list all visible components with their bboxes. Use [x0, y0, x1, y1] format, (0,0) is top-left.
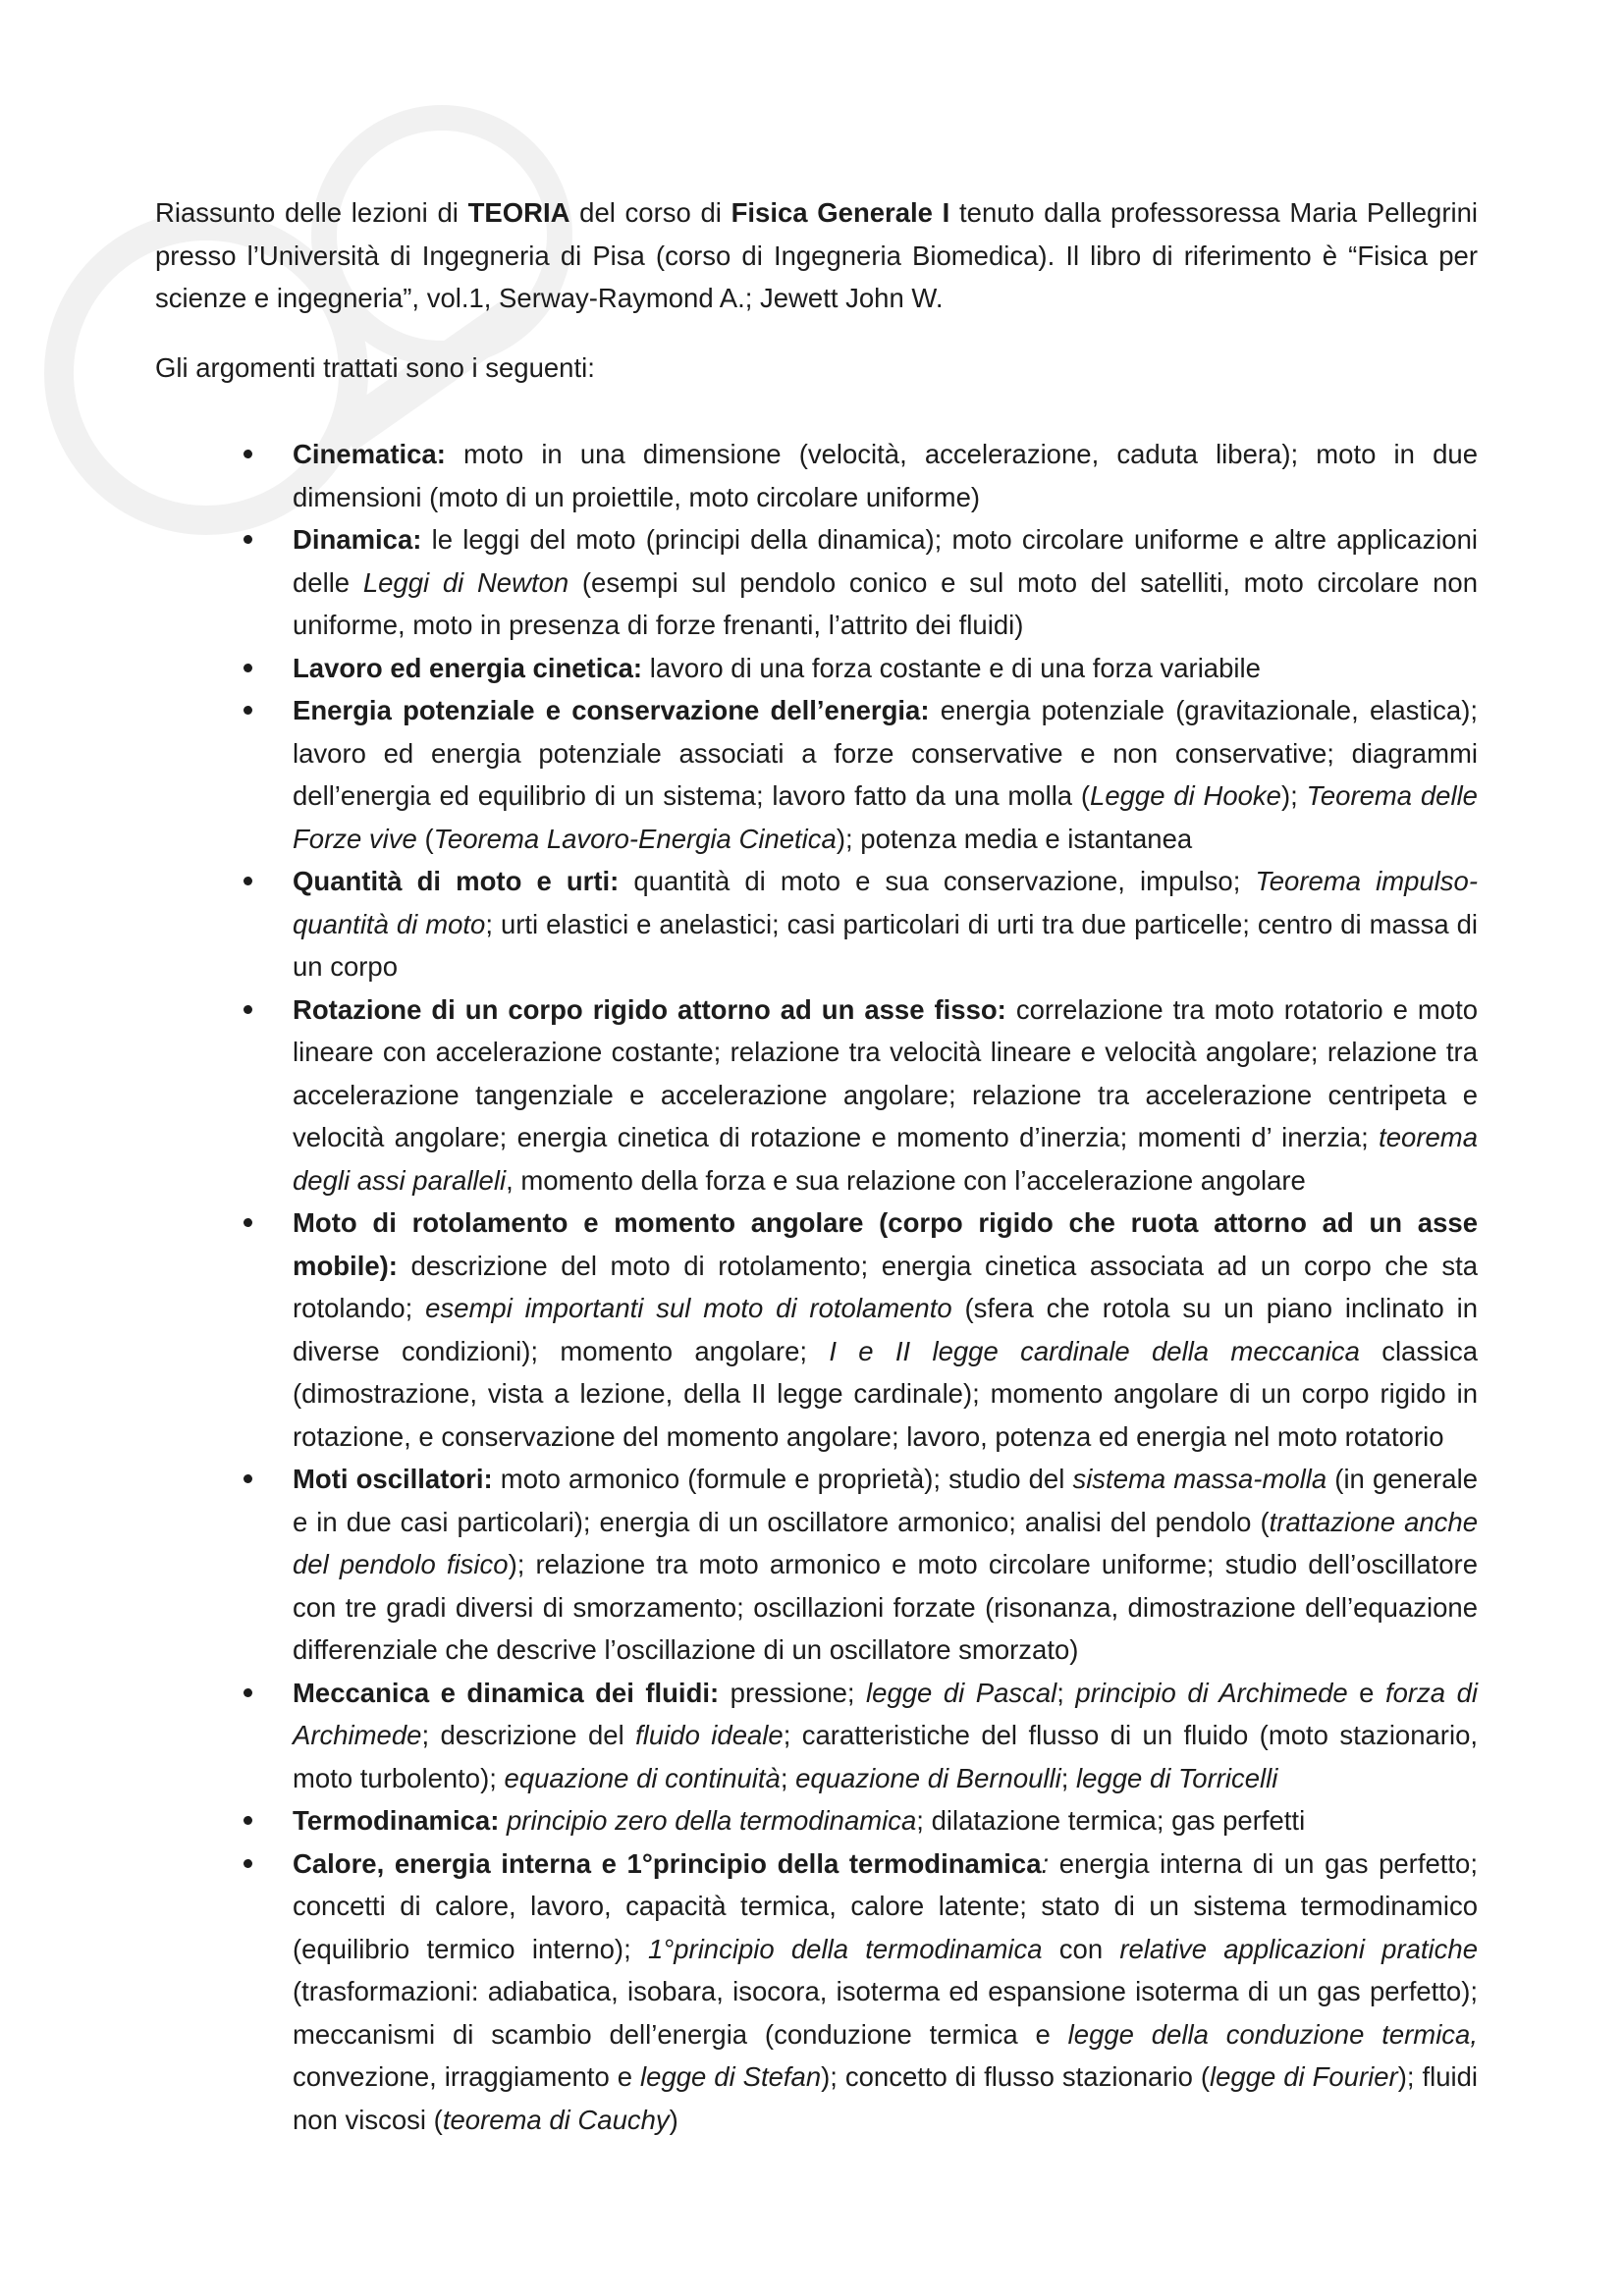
intro-text: Riassunto delle lezioni di	[155, 197, 468, 228]
topic-italic: relative applicazioni pratiche	[1119, 1933, 1479, 1964]
topic-italic: equazione di Bernoulli	[795, 1762, 1061, 1793]
topic-title: Quantità di moto e urti:	[293, 866, 620, 896]
topic-italic: fluido ideale	[635, 1720, 784, 1750]
topic-title: Energia potenziale e conservazione dell’energia:	[293, 695, 930, 725]
topic-text: convezione, irraggiamento e	[293, 2061, 641, 2092]
topic-italic: forza di Archimede	[293, 1677, 1478, 1750]
topic-italic: legge di Stefan	[640, 2061, 822, 2092]
topic-item-rotolamento	[155, 1201, 1478, 1458]
topic-italic: :	[1041, 1847, 1050, 1879]
topic-text: moto in una dimensione (velocità, accelerazione, caduta libera); moto in due dimensioni (moto di un proiettile, moto circolare uniforme)	[293, 439, 1478, 512]
topic-text: (	[416, 823, 434, 854]
intro-text: del corso di	[569, 197, 731, 228]
topic-italic: principio di Archimede	[1075, 1677, 1348, 1708]
topic-title: Cinematica:	[293, 439, 446, 469]
topic-text: pressione;	[719, 1677, 867, 1708]
topic-title: Dinamica:	[293, 524, 422, 555]
topic-italic: teorema di Cauchy	[442, 2104, 670, 2135]
topic-text: (in generale e in due casi particolari); energia di un oscillatore armonico; analisi del pendolo (	[293, 1464, 1478, 1537]
topic-italic: Teorema Lavoro-Energia Cinetica	[433, 823, 837, 854]
intro-bold-course: Fisica Generale I	[731, 197, 950, 228]
topic-italic: equazione di continuità	[504, 1762, 781, 1793]
topic-text: energia potenziale (gravitazionale, elastica); lavoro ed energia potenziale associati a forze conservative e non conservative; diagrammi dell’energia ed equilibrio di un sistema; lavoro fatto da una molla (	[293, 695, 1478, 811]
topic-text: moto armonico (formule e proprietà); studio del	[492, 1464, 1073, 1494]
topic-item-energia-potenziale	[155, 689, 1478, 860]
bullet-icon	[244, 877, 252, 885]
document-page	[155, 191, 1478, 2141]
topic-text: energia interna di un gas perfetto; concetti di calore, lavoro, capacità termica, calore latente; stato di un sistema termodinamico (equilibrio termico interno);	[293, 1847, 1478, 1964]
topic-item-fluidi	[155, 1672, 1478, 1800]
topic-text: ; urti elastici e anelastici; casi particolari di urti tra due particelle; centro di massa di un corpo	[293, 908, 1478, 982]
topic-text: ; dilatazione termica; gas perfetti	[916, 1805, 1306, 1836]
topic-title: Lavoro ed energia cinetica:	[293, 652, 643, 683]
topic-italic: sistema massa-molla	[1072, 1464, 1327, 1494]
topic-italic: Teorema impulso-quantità di moto	[293, 866, 1478, 939]
topic-italic: Legge di Hooke	[1090, 780, 1281, 811]
topic-text: ; caratteristiche del flusso di un fluido (moto stazionario, moto turbolento);	[293, 1720, 1479, 1793]
topic-item-rotazione	[155, 988, 1478, 1202]
topic-title: Moto di rotolamento e momento angolare (corpo rigido che ruota attorno ad un asse mobile):	[293, 1207, 1478, 1281]
topic-item-termodinamica	[155, 1799, 1478, 1842]
topic-italic: legge di Torricelli	[1076, 1762, 1278, 1793]
topic-text: );	[1280, 780, 1307, 811]
bullet-icon	[244, 664, 252, 672]
topic-text: (trasformazioni: adiabatica, isobara, isocora, isoterma ed espansione isoterma di un gas perfetto); meccanismi di scambio dell’energia (conduzione termica e	[293, 1976, 1478, 2050]
topic-item-dinamica	[155, 518, 1478, 647]
bullet-icon	[244, 1218, 252, 1227]
topic-text: lavoro di una forza costante e di una forza variabile	[642, 652, 1261, 683]
topic-text: , momento della forza e sua relazione con l’accelerazione angolare	[506, 1164, 1306, 1196]
topic-italic: legge della conduzione termica,	[1067, 2018, 1478, 2050]
bullet-icon	[244, 1816, 252, 1825]
topic-text: ;	[1060, 1762, 1077, 1793]
bullet-icon	[244, 1859, 252, 1868]
bullet-icon	[244, 706, 252, 715]
topic-title: Rotazione di un corpo rigido attorno ad un asse fisso:	[293, 993, 1006, 1025]
topic-item-moti-oscillatori	[155, 1458, 1478, 1672]
topic-text	[499, 1805, 507, 1836]
topic-italic: Leggi di Newton	[362, 566, 569, 598]
topic-title: Meccanica e dinamica dei fluidi:	[293, 1677, 720, 1708]
topics-lead: Gli argomenti trattati sono i seguenti:	[155, 351, 595, 383]
topic-text: e	[1347, 1677, 1385, 1708]
topic-text: correlazione tra moto rotatorio e moto lineare con accelerazione costante; relazione tra velocità lineare e velocità angolare; relazione tra accelerazione tangenziale e accelerazione angolare; relazione tra accelerazione centripeta e velocità angolare; energia cinetica di rotazione e momento d’inerzia; momenti d’ inerzia;	[293, 993, 1479, 1152]
topic-text: (esempi sul pendolo conico e sul moto del satelliti, moto circolare non uniforme, moto in presenza di forze frenanti, l’attrito dei fluidi)	[293, 566, 1478, 640]
topic-text: ); potenza media e istantanea	[836, 823, 1193, 854]
topic-title: Moti oscillatori:	[293, 1464, 493, 1494]
topic-text: ); relazione tra moto armonico e moto circolare uniforme; studio dell’oscillatore con tre gradi diversi di smorzamento; oscillazioni forzate (risonanza, dimostrazione dell’equazione differenziale che descrive l’oscillazione di un oscillatore smorzato)	[293, 1549, 1478, 1665]
topic-text: )	[669, 2104, 678, 2135]
topic-title: Calore, energia interna e 1°principio della termodinamica	[293, 1847, 1042, 1879]
topic-italic: principio zero della termodinamica	[507, 1805, 917, 1836]
topic-italic: 1°principio della termodinamica	[647, 1933, 1043, 1964]
topic-italic: trattazione anche del pendolo fisico	[293, 1506, 1478, 1579]
topic-text: quantità di moto e sua conservazione, impulso;	[619, 866, 1256, 896]
intro-bold-teoria: TEORIA	[467, 197, 570, 228]
topic-text: descrizione del moto di rotolamento; energia cinetica associata ad un corpo che sta rotolando;	[293, 1250, 1478, 1323]
intro-text: tenuto dalla professoressa Maria Pellegrini presso l’Università di Ingegneria di Pisa (corso di Ingegneria Biomedica). Il libro di riferimento è “Fisica per scienze e ingegneria”, vol.1, Serway-Raymond A.; Jewett John W.	[155, 197, 1478, 313]
topic-item-lavoro	[155, 647, 1478, 690]
topic-item-quantita-moto	[155, 860, 1478, 988]
bullet-icon	[244, 1474, 252, 1483]
topic-italic: teorema degli assi paralleli	[293, 1122, 1478, 1196]
topic-text: ; descrizione del	[421, 1720, 636, 1750]
topic-italic: legge di Pascal	[866, 1677, 1057, 1708]
topic-title: Termodinamica:	[293, 1805, 500, 1836]
topic-text: le leggi del moto (principi della dinamica); moto circolare uniforme e altre applicazioni delle	[293, 524, 1478, 598]
topic-text: classica (dimostrazione, vista a lezione, della II legge cardinale); momento angolare di un corpo rigido in rotazione, e conservazione del momento angolare; lavoro, potenza ed energia nel moto rotatorio	[293, 1335, 1478, 1452]
bullet-icon	[244, 1005, 252, 1014]
topic-item-cinematica	[155, 433, 1478, 518]
bullet-icon	[244, 450, 252, 458]
topic-italic: esempi importanti sul moto di rotolamento	[425, 1293, 952, 1323]
topic-text: con	[1042, 1933, 1120, 1964]
bullet-icon	[244, 535, 252, 544]
topic-text: ;	[780, 1762, 796, 1793]
topic-italic: legge di Fourier	[1210, 2061, 1398, 2092]
topic-text: ); concetto di flusso stazionario (	[821, 2061, 1211, 2092]
topic-text: (sfera che rotola su un piano inclinato in diverse condizioni); momento angolare;	[293, 1293, 1478, 1366]
topic-text: ;	[1056, 1677, 1076, 1708]
topic-italic: Teorema delle Forze vive	[293, 780, 1478, 854]
topic-text: ); fluidi non viscosi (	[293, 2061, 1479, 2135]
topic-item-calore	[155, 1842, 1478, 2142]
intro-paragraph	[155, 191, 1478, 320]
topics-list	[155, 433, 1478, 2141]
topic-italic: I e II legge cardinale della meccanica	[829, 1335, 1360, 1366]
bullet-icon	[244, 1688, 252, 1697]
